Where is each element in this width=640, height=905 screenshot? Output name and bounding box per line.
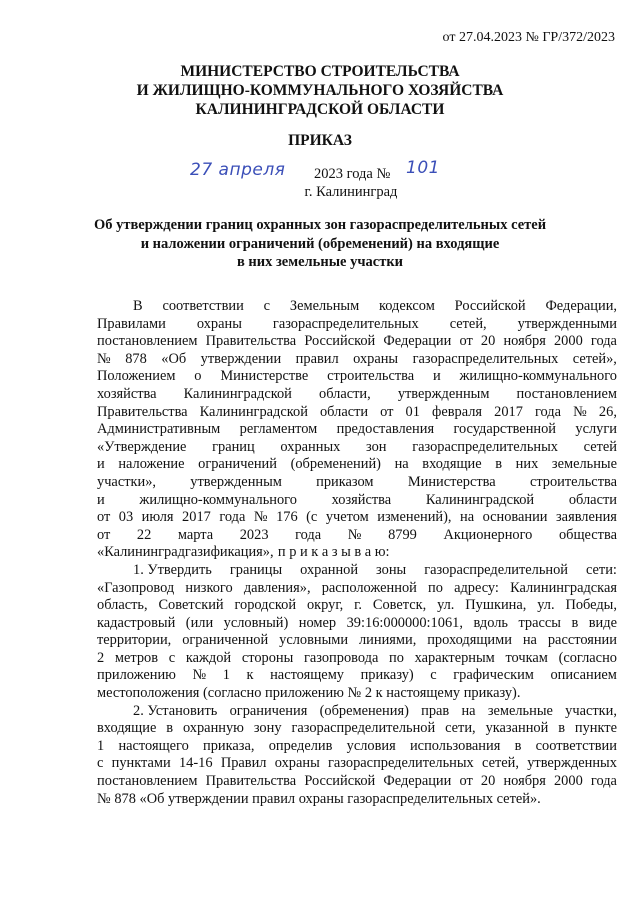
body-word: области	[568, 491, 617, 508]
body-word: 2017	[494, 403, 523, 420]
body-word: кадастровый	[97, 614, 176, 631]
body-word: приказом	[316, 473, 374, 490]
body-word: настоящего	[118, 737, 189, 754]
body-word: области	[319, 403, 369, 420]
body-word: 1	[222, 667, 230, 684]
body-word: расположенной	[321, 579, 417, 596]
body-word: государственной	[453, 421, 556, 438]
ministry-line: И ЖИЛИЩНО-КОММУНАЛЬНОГО ХОЗЯЙСТВА	[136, 82, 504, 99]
body-word: стороны	[241, 649, 294, 666]
body-word: Административным	[97, 421, 221, 438]
body-word: строительства	[529, 473, 617, 490]
body-word: Советск,	[372, 597, 427, 614]
body-word: ограниченной	[182, 632, 269, 649]
body-word: Правил	[220, 755, 267, 772]
body-word: линиями,	[358, 632, 417, 649]
body-word: утвержденным	[190, 473, 282, 490]
body-word: Министерства	[407, 473, 496, 490]
body-word: кодексом	[379, 298, 435, 314]
body-word: 03	[118, 509, 134, 526]
body-word: газораспределительных	[328, 755, 474, 772]
body-word: Федерации	[383, 333, 452, 350]
body-word: «Утверждение	[97, 438, 187, 455]
body-line	[97, 298, 617, 316]
order-date-line	[190, 160, 450, 186]
body-word: границы	[229, 561, 283, 578]
body-line	[97, 316, 617, 334]
body-word: метров	[114, 649, 159, 666]
body-word: июля	[141, 509, 174, 526]
body-word: в	[571, 614, 579, 631]
body-word: февраля	[432, 403, 483, 420]
body-word: года	[295, 526, 322, 543]
body-word: утвержденных	[527, 755, 617, 772]
body-line	[97, 685, 617, 703]
body-line	[97, 632, 617, 650]
body-word: вдоль	[473, 614, 508, 631]
body-word: 1. Утвердить	[133, 561, 212, 578]
body-line	[97, 351, 617, 369]
body-word: ул.	[437, 597, 455, 614]
body-word: 878	[125, 350, 147, 367]
body-word: каждой	[185, 649, 232, 666]
body-word: на	[461, 702, 476, 719]
body-word: 2000	[553, 333, 583, 350]
body-word: к	[246, 667, 254, 684]
body-word: приказу)	[360, 667, 414, 684]
body-line	[97, 773, 617, 791]
body-word: Российской	[454, 298, 526, 314]
body-word: 2000	[553, 773, 583, 790]
body-word: (обременений)	[290, 456, 381, 473]
body-word: пунктами	[111, 755, 171, 772]
body-word: ул.	[537, 597, 555, 614]
body-word: В	[133, 298, 143, 314]
body-word: область,	[97, 597, 148, 614]
body-word: 01	[405, 403, 420, 420]
body-word: 1	[97, 737, 105, 754]
body-word: года	[590, 333, 617, 350]
subject-line: Об утверждении границ охранных зон газораспределительных сетей	[93, 217, 547, 233]
body-word: расстоянии	[547, 632, 617, 649]
body-word: сетей	[583, 438, 617, 455]
body-word: Федерации	[383, 773, 452, 790]
body-word: Правительства	[205, 333, 297, 350]
body-word: виде	[588, 614, 617, 631]
body-word: 2017	[182, 509, 211, 526]
body-word: области,	[319, 385, 371, 402]
body-word: Калининградской	[183, 385, 292, 402]
body-word: земельные	[487, 702, 553, 719]
body-word: 20	[480, 773, 496, 790]
body-word: года	[590, 773, 617, 790]
body-line	[97, 755, 617, 773]
body-line	[97, 368, 617, 386]
body-word: хозяйства	[331, 491, 392, 508]
body-word: Правительства	[97, 403, 188, 420]
body-word: 176	[276, 509, 298, 526]
subject-line: в них земельные участки	[236, 254, 404, 270]
body-word: Калининградская	[510, 579, 617, 596]
body-word: на	[522, 632, 537, 649]
body-word: жилищно-коммунального	[139, 491, 297, 508]
body-word: пункте	[574, 720, 617, 737]
handwritten-date: 27 апреля	[190, 160, 286, 180]
body-word: с	[263, 298, 271, 314]
body-word: участки»,	[97, 473, 156, 490]
body-word: газораспределительных	[412, 438, 558, 455]
body-word: 2. Установить	[133, 702, 218, 719]
body-line	[97, 439, 617, 457]
body-line	[97, 597, 617, 615]
body-word: года	[534, 403, 562, 420]
body-word: прав	[421, 702, 450, 719]
body-word: приказа,	[203, 737, 255, 754]
body-word: на	[394, 456, 409, 473]
body-word: в	[558, 720, 565, 737]
body-word: описанием	[550, 667, 617, 684]
body-word: от	[380, 403, 394, 420]
body-word: г.	[354, 597, 362, 614]
body-word: входящие	[422, 456, 482, 473]
body-word: (с	[306, 509, 318, 526]
body-word: постановлением	[97, 333, 198, 350]
body-line	[97, 703, 617, 721]
body-word: 2	[97, 649, 105, 666]
body-line	[97, 544, 617, 562]
body-word: и	[97, 491, 105, 508]
body-line	[97, 509, 617, 527]
body-word: по	[389, 649, 404, 666]
body-word: Калининградской	[425, 491, 535, 508]
body-word: ноября	[503, 333, 546, 350]
body-word: трассы	[518, 614, 561, 631]
body-line	[97, 404, 617, 422]
body-word: зоны	[376, 561, 407, 578]
body-word: постановлением	[516, 385, 617, 402]
body-line	[97, 791, 617, 809]
body-word: характерным	[414, 649, 495, 666]
body-word: границ	[212, 438, 255, 455]
body-word: от	[97, 509, 111, 526]
body-word: участки,	[565, 702, 617, 719]
body-word: охраны	[274, 755, 320, 772]
body-word: года	[219, 509, 246, 526]
body-word: зон	[366, 438, 387, 455]
body-line	[97, 492, 617, 510]
body-line	[97, 421, 617, 439]
body-word: 2023	[239, 526, 269, 543]
body-word: (обременения)	[319, 702, 409, 719]
body-line	[97, 650, 617, 668]
order-body	[97, 298, 617, 808]
body-word: с	[168, 649, 176, 666]
year-label: 2023 года №	[314, 166, 391, 182]
body-line	[97, 615, 617, 633]
body-word: охранных	[280, 438, 341, 455]
body-word: правил	[295, 350, 339, 367]
body-word: 20	[480, 333, 496, 350]
body-word: проходящими	[427, 632, 512, 649]
body-line	[97, 720, 617, 738]
body-word: на	[460, 509, 475, 526]
body-word: услуги	[575, 421, 617, 438]
body-word: Советский	[158, 597, 224, 614]
handwritten-order-number: 101	[406, 158, 440, 178]
body-word: в	[166, 720, 174, 737]
body-word: от	[459, 333, 473, 350]
body-word: городской	[234, 597, 297, 614]
body-word: соответствии	[162, 298, 244, 314]
body-word: номер	[298, 614, 337, 631]
body-word: Земельным	[289, 298, 360, 314]
body-word: газораспределительных	[412, 350, 559, 367]
body-word: №	[347, 526, 362, 543]
city: г. Калининград	[304, 184, 398, 200]
body-word: настоящему	[270, 667, 344, 684]
body-word: газопровода	[303, 649, 379, 666]
body-word: приложению	[97, 667, 176, 684]
body-line	[97, 386, 617, 404]
body-word: охранную	[182, 720, 244, 737]
body-word: ограничений	[198, 456, 277, 473]
body-line	[97, 333, 617, 351]
body-word: п р и к а з ы в а ю:	[277, 544, 390, 561]
order-subject	[0, 216, 640, 272]
body-word: и	[432, 368, 441, 385]
body-word: графическим	[453, 667, 534, 684]
body-line	[97, 527, 617, 545]
body-line	[97, 562, 617, 580]
body-word: в	[514, 737, 522, 754]
body-word: №	[97, 350, 111, 367]
body-word: Акционерного	[443, 526, 533, 543]
body-word: сетей»,	[572, 350, 617, 367]
body-word: зону	[253, 720, 282, 737]
body-word: газораспределительной	[291, 720, 436, 737]
body-word: 8799	[388, 526, 417, 543]
body-word: Российской	[304, 333, 376, 350]
ministry-line: КАЛИНИНГРАДСКОЙ ОБЛАСТИ	[195, 101, 445, 118]
body-word: охранной	[300, 561, 359, 578]
body-word: с	[430, 667, 437, 684]
body-word: 14-16	[178, 755, 213, 772]
body-word: утвержденными	[517, 315, 617, 332]
body-word: территории,	[97, 632, 172, 649]
body-word: давления»,	[243, 579, 311, 596]
body-word: местоположения (согласно приложению № 2 к настоящему приказу).	[97, 685, 521, 702]
body-word: по	[428, 579, 443, 596]
body-word: Российской	[304, 773, 376, 790]
body-word: охраны	[353, 350, 399, 367]
body-word: указанной	[485, 720, 549, 737]
body-word: жилищно-коммунального	[459, 368, 617, 385]
body-word: и	[97, 456, 105, 473]
body-word: наложение	[118, 456, 185, 473]
body-word: предоставления	[336, 421, 435, 438]
body-word: (согласно	[558, 649, 617, 666]
body-word: Правительства	[205, 773, 297, 790]
body-word: «Газопровод	[97, 579, 175, 596]
body-word: хозяйства	[97, 385, 157, 402]
body-word: общества	[558, 526, 617, 543]
body-word: округ,	[306, 597, 344, 614]
body-word: газораспределительных	[272, 315, 419, 332]
body-line	[97, 580, 617, 598]
body-word: сетей,	[482, 755, 519, 772]
body-word: Министерстве	[220, 368, 309, 385]
body-word: 22	[136, 526, 152, 543]
body-word: условными	[279, 632, 349, 649]
body-word: сети:	[585, 561, 617, 578]
body-word: от	[97, 526, 111, 543]
body-word: Калининградской	[199, 403, 308, 420]
body-word: газораспределительной	[424, 561, 568, 578]
body-line	[97, 456, 617, 474]
body-word: условия	[346, 737, 396, 754]
body-word: о	[194, 368, 202, 385]
body-word: Федерации,	[545, 298, 617, 314]
body-word: №	[253, 509, 268, 526]
body-word: земельные	[551, 456, 617, 473]
body-word: от	[459, 773, 473, 790]
body-word: Пушкина,	[465, 597, 527, 614]
body-word: с	[97, 755, 104, 772]
body-word: Положением	[97, 368, 176, 385]
body-word: адресу:	[454, 579, 499, 596]
body-line	[97, 474, 617, 492]
body-word: в	[495, 456, 503, 473]
body-word: №	[192, 667, 207, 684]
body-word: определив	[268, 737, 333, 754]
body-word: 26,	[598, 403, 617, 420]
body-word: №	[573, 403, 587, 420]
body-word: изменений),	[377, 509, 452, 526]
body-word: сети,	[445, 720, 476, 737]
body-word: них	[515, 456, 539, 473]
subject-line: и наложении ограничений (обременений) на входящие	[140, 235, 500, 252]
document-type: ПРИКАЗ	[288, 132, 352, 149]
body-word: низкого	[185, 579, 233, 596]
body-word: заявления	[556, 509, 617, 526]
body-word: Победы,	[565, 597, 617, 614]
body-word: постановлением	[97, 773, 198, 790]
body-word: входящие	[97, 720, 157, 737]
body-word: условный)	[223, 614, 289, 631]
body-line	[97, 738, 617, 756]
body-word: 39:16:000000:1061,	[346, 614, 463, 631]
body-word: «Об	[161, 350, 187, 367]
body-word: учетом	[325, 509, 369, 526]
body-word: использования	[409, 737, 501, 754]
body-word: № 878 «Об утверждении правил охраны газораспределительных сетей».	[97, 790, 541, 807]
ministry-name	[0, 62, 640, 119]
body-word: точкам	[505, 649, 548, 666]
body-word: регламентом	[239, 421, 318, 438]
body-word: ноября	[503, 773, 546, 790]
body-word: Правилами	[97, 315, 166, 332]
registration-number: от 27.04.2023 № ГР/372/2023	[442, 30, 615, 45]
body-word: соответствии	[535, 737, 617, 754]
body-line	[97, 667, 617, 685]
body-word: сетей,	[449, 315, 487, 332]
body-word: утвержденным	[397, 385, 490, 402]
body-word: строительства	[327, 368, 415, 385]
body-word: «Калининградгазификация»,	[97, 544, 274, 561]
body-word: (или	[185, 614, 214, 631]
body-word: основании	[482, 509, 548, 526]
body-word: охраны	[196, 315, 242, 332]
ministry-line: МИНИСТЕРСТВО СТРОИТЕЛЬСТВА	[180, 63, 460, 80]
body-word: утверждении	[200, 350, 282, 367]
body-word: марта	[177, 526, 214, 543]
body-word: ограничения	[229, 702, 308, 719]
